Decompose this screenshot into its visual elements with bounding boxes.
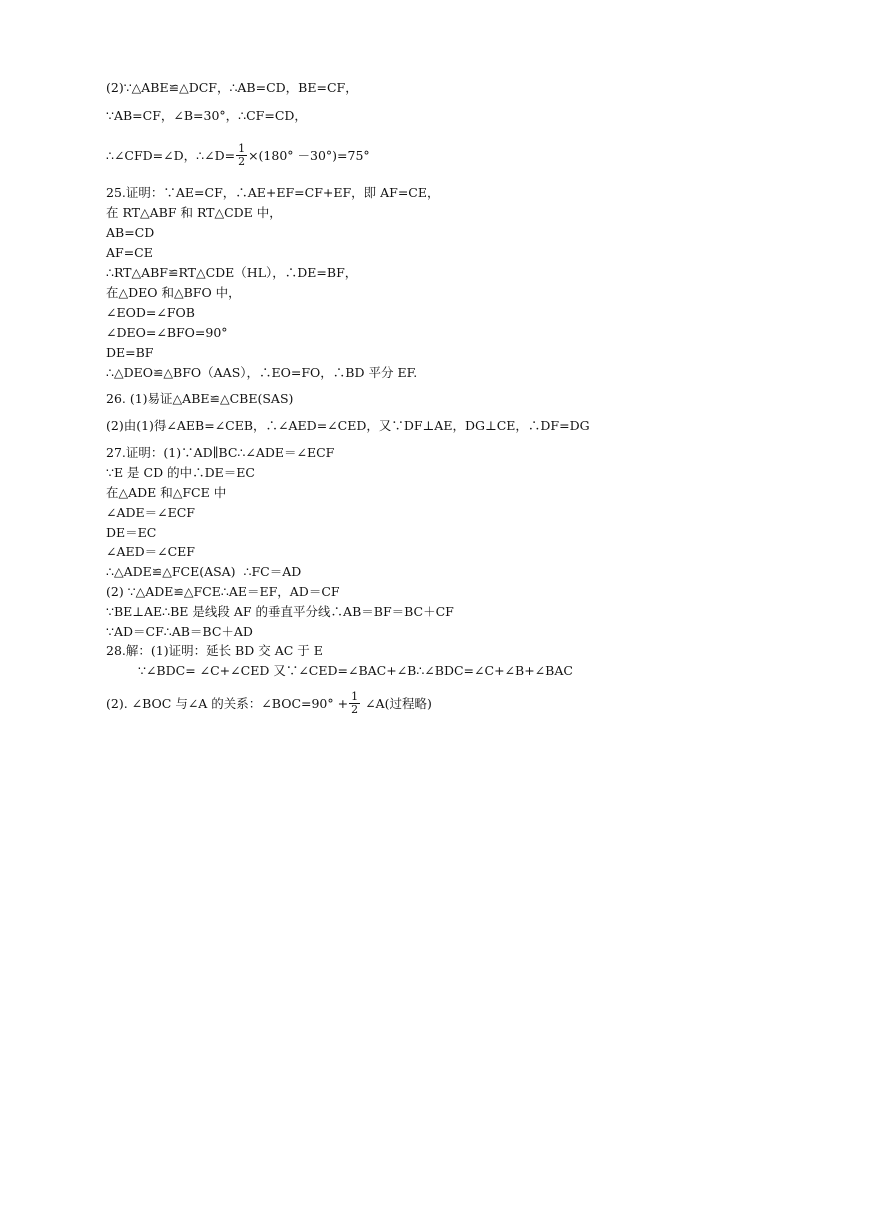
- fraction-one-half: [236, 143, 247, 168]
- text-line-28: [106, 692, 432, 717]
- fraction-denominator: 2: [351, 703, 359, 716]
- text-line-27: ∵∠BDC= ∠C+∠CED 又∵∠CED=∠BAC+∠B∴∠BDC=∠C+∠B+∠BAC: [138, 663, 573, 678]
- text-line-25: ∵AD＝CF∴AB＝BC＋AD: [106, 624, 253, 639]
- text-line-13: ∴△DEO≌△BFO（AAS），∴EO=FO，∴BD 平分 EF.: [106, 365, 418, 380]
- text-line-18: 在△ADE 和△FCE 中: [106, 485, 227, 500]
- fraction-numerator: 1: [351, 690, 359, 703]
- text-line-1: (2)∵△ABE≌△DCF，∴AB=CD，BE=CF，: [106, 80, 358, 95]
- text-line-4: 25.证明：∵AE=CF，∴AE+EF=CF+EF，即 AF=CE，: [106, 185, 440, 200]
- fraction-denominator: 2: [238, 155, 246, 168]
- text-line-22: ∴△ADE≌△FCE(ASA) ∴FC＝AD: [106, 564, 302, 579]
- text-line-21: ∠AED＝∠CEF: [106, 544, 195, 559]
- text-line-11: ∠DEO=∠BFO=90°: [106, 325, 228, 340]
- fraction-numerator: 1: [238, 142, 246, 155]
- text-line-28-start: (2). ∠BOC 与∠A 的关系：∠BOC=90° +: [106, 696, 349, 711]
- text-line-15: (2)由(1)得∠AEB=∠CEB，∴∠AED=∠CED，又∵DF⊥AE，DG⊥CE，∴DF=DG: [106, 418, 590, 433]
- text-line-20: DE＝EC: [106, 525, 157, 540]
- text-line-24: ∵BE⊥AE∴BE 是线段 AF 的垂直平分线∴AB＝BF＝BC＋CF: [106, 604, 454, 619]
- text-line-17: ∵E 是 CD 的中∴DE＝EC: [106, 465, 255, 480]
- text-line-28-end: ∠A(过程略): [361, 696, 432, 711]
- text-line-19: ∠ADE＝∠ECF: [106, 505, 195, 520]
- text-line-8: ∴RT△ABF≌RT△CDE（HL），∴DE=BF，: [106, 265, 358, 280]
- text-line-10: ∠EOD=∠FOB: [106, 305, 195, 320]
- text-line-7: AF=CE: [106, 245, 153, 260]
- text-line-3-start: ∴∠CFD=∠D，∴∠D=: [106, 148, 236, 163]
- text-line-3-end: ×(180° －30°)=75°: [248, 148, 370, 163]
- text-line-6: AB=CD: [106, 225, 155, 240]
- text-line-12: DE=BF: [106, 345, 154, 360]
- text-line-2: ∵AB=CF，∠B=30°，∴CF=CD，: [106, 108, 307, 123]
- text-line-16: 27.证明：(1)∵AD∥BC∴∠ADE＝∠ECF: [106, 445, 335, 460]
- text-line-9: 在△DEO 和△BFO 中，: [106, 285, 241, 300]
- text-line-14: 26. (1)易证△ABE≌△CBE(SAS): [106, 391, 294, 406]
- text-line-3: [106, 144, 370, 169]
- text-line-23: (2) ∵△ADE≌△FCE∴AE＝EF，AD＝CF: [106, 584, 340, 599]
- text-line-5: 在 RT△ABF 和 RT△CDE 中，: [106, 205, 282, 220]
- text-line-26: 28.解：(1)证明：延长 BD 交 AC 于 E: [106, 643, 323, 658]
- fraction-one-half: [349, 691, 360, 716]
